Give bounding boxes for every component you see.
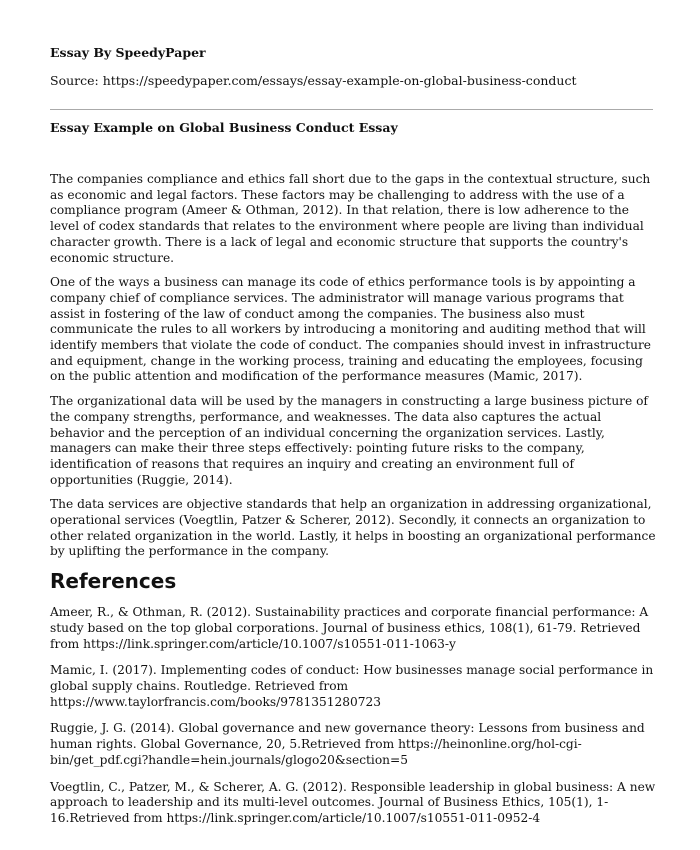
references-list bbox=[50, 605, 656, 826]
reference-item: Ruggie, J. G. (2014). Global governance and new governance theory: Lessons from business and human rights. Global Governance, 20, 5.Retrieved from https://heinonline.org/hol-cgi-bin/get_pdf.cgi?handle=hein.journals/glogo20&section=5 bbox=[50, 721, 645, 767]
reference-item: Mamic, I. (2017). Implementing codes of conduct: How businesses manage social performance in global supply chains. Routledge. Retrieved from https://www.taylorfrancis.com/books/9781351280723 bbox=[50, 663, 654, 709]
essay-paragraph: The organizational data will be used by the managers in constructing a large business picture of the company strengths, performance, and weaknesses. The data also captures the actual behavior and the perception of an individual concerning the organization services. Lastly, managers can make their three steps effectively: pointing future risks to the company, identification of reasons that requires an inquiry and creating an environment full of opportunities (Ruggie, 2014). bbox=[50, 394, 648, 487]
essay-paragraph: One of the ways a business can manage its code of ethics performance tools is by appointing a company chief of compliance services. The administrator will manage various programs that assist in fostering of the law of conduct among the companies. The business also must communicate the rules to all workers by introducing a monitoring and auditing method that will identify members that violate the code of conduct. The companies should invest in infrastructure and equipment, change in the working process, training and educating the employees, focusing on the public attention and modification of the performance measures (Mamic, 2017). bbox=[50, 275, 652, 384]
essay-body bbox=[50, 172, 656, 838]
references-heading: References bbox=[50, 569, 177, 594]
source-line: Source: https://speedypaper.com/essays/essay-example-on-global-business-conduct bbox=[50, 73, 577, 88]
essay-paragraph: The companies compliance and ethics fall short due to the gaps in the contextual structure, such as economic and legal factors. These factors may be challenging to address with the use of a compliance program (Ameer & Othman, 2012). In that relation, there is low adherence to the level of codex standards that relates to the environment where people are living than individual character growth. There is a lack of legal and economic structure that supports the country's economic structure. bbox=[50, 172, 651, 265]
essay-paragraph: The data services are objective standards that help an organization in addressing organizational, operational services (Voegtlin, Patzer & Scherer, 2012). Secondly, it connects an organization to other related organization in the world. Lastly, it helps in boosting an organizational performance by uplifting the performance in the company. bbox=[50, 497, 656, 559]
reference-item: Voegtlin, C., Patzer, M., & Scherer, A. G. (2012). Responsible leadership in global business: A new approach to leadership and its multi-level outcomes. Journal of Business Ethics, 105(1), 1-16.Retrieved from https://link.springer.com/article/10.1007/s10551-011-0952-4 bbox=[50, 779, 656, 825]
essay-title: Essay Example on Global Business Conduct Essay bbox=[50, 120, 398, 135]
document-brand: Essay By SpeedyPaper bbox=[50, 45, 206, 60]
header-divider bbox=[50, 109, 653, 110]
reference-item: Ameer, R., & Othman, R. (2012). Sustainability practices and corporate financial performance: A study based on the top global corporations. Journal of business ethics, 108(1), 61-79. Retrieved from https://link.springer.com/article/10.1007/s10551-011-1063-y bbox=[50, 605, 649, 651]
